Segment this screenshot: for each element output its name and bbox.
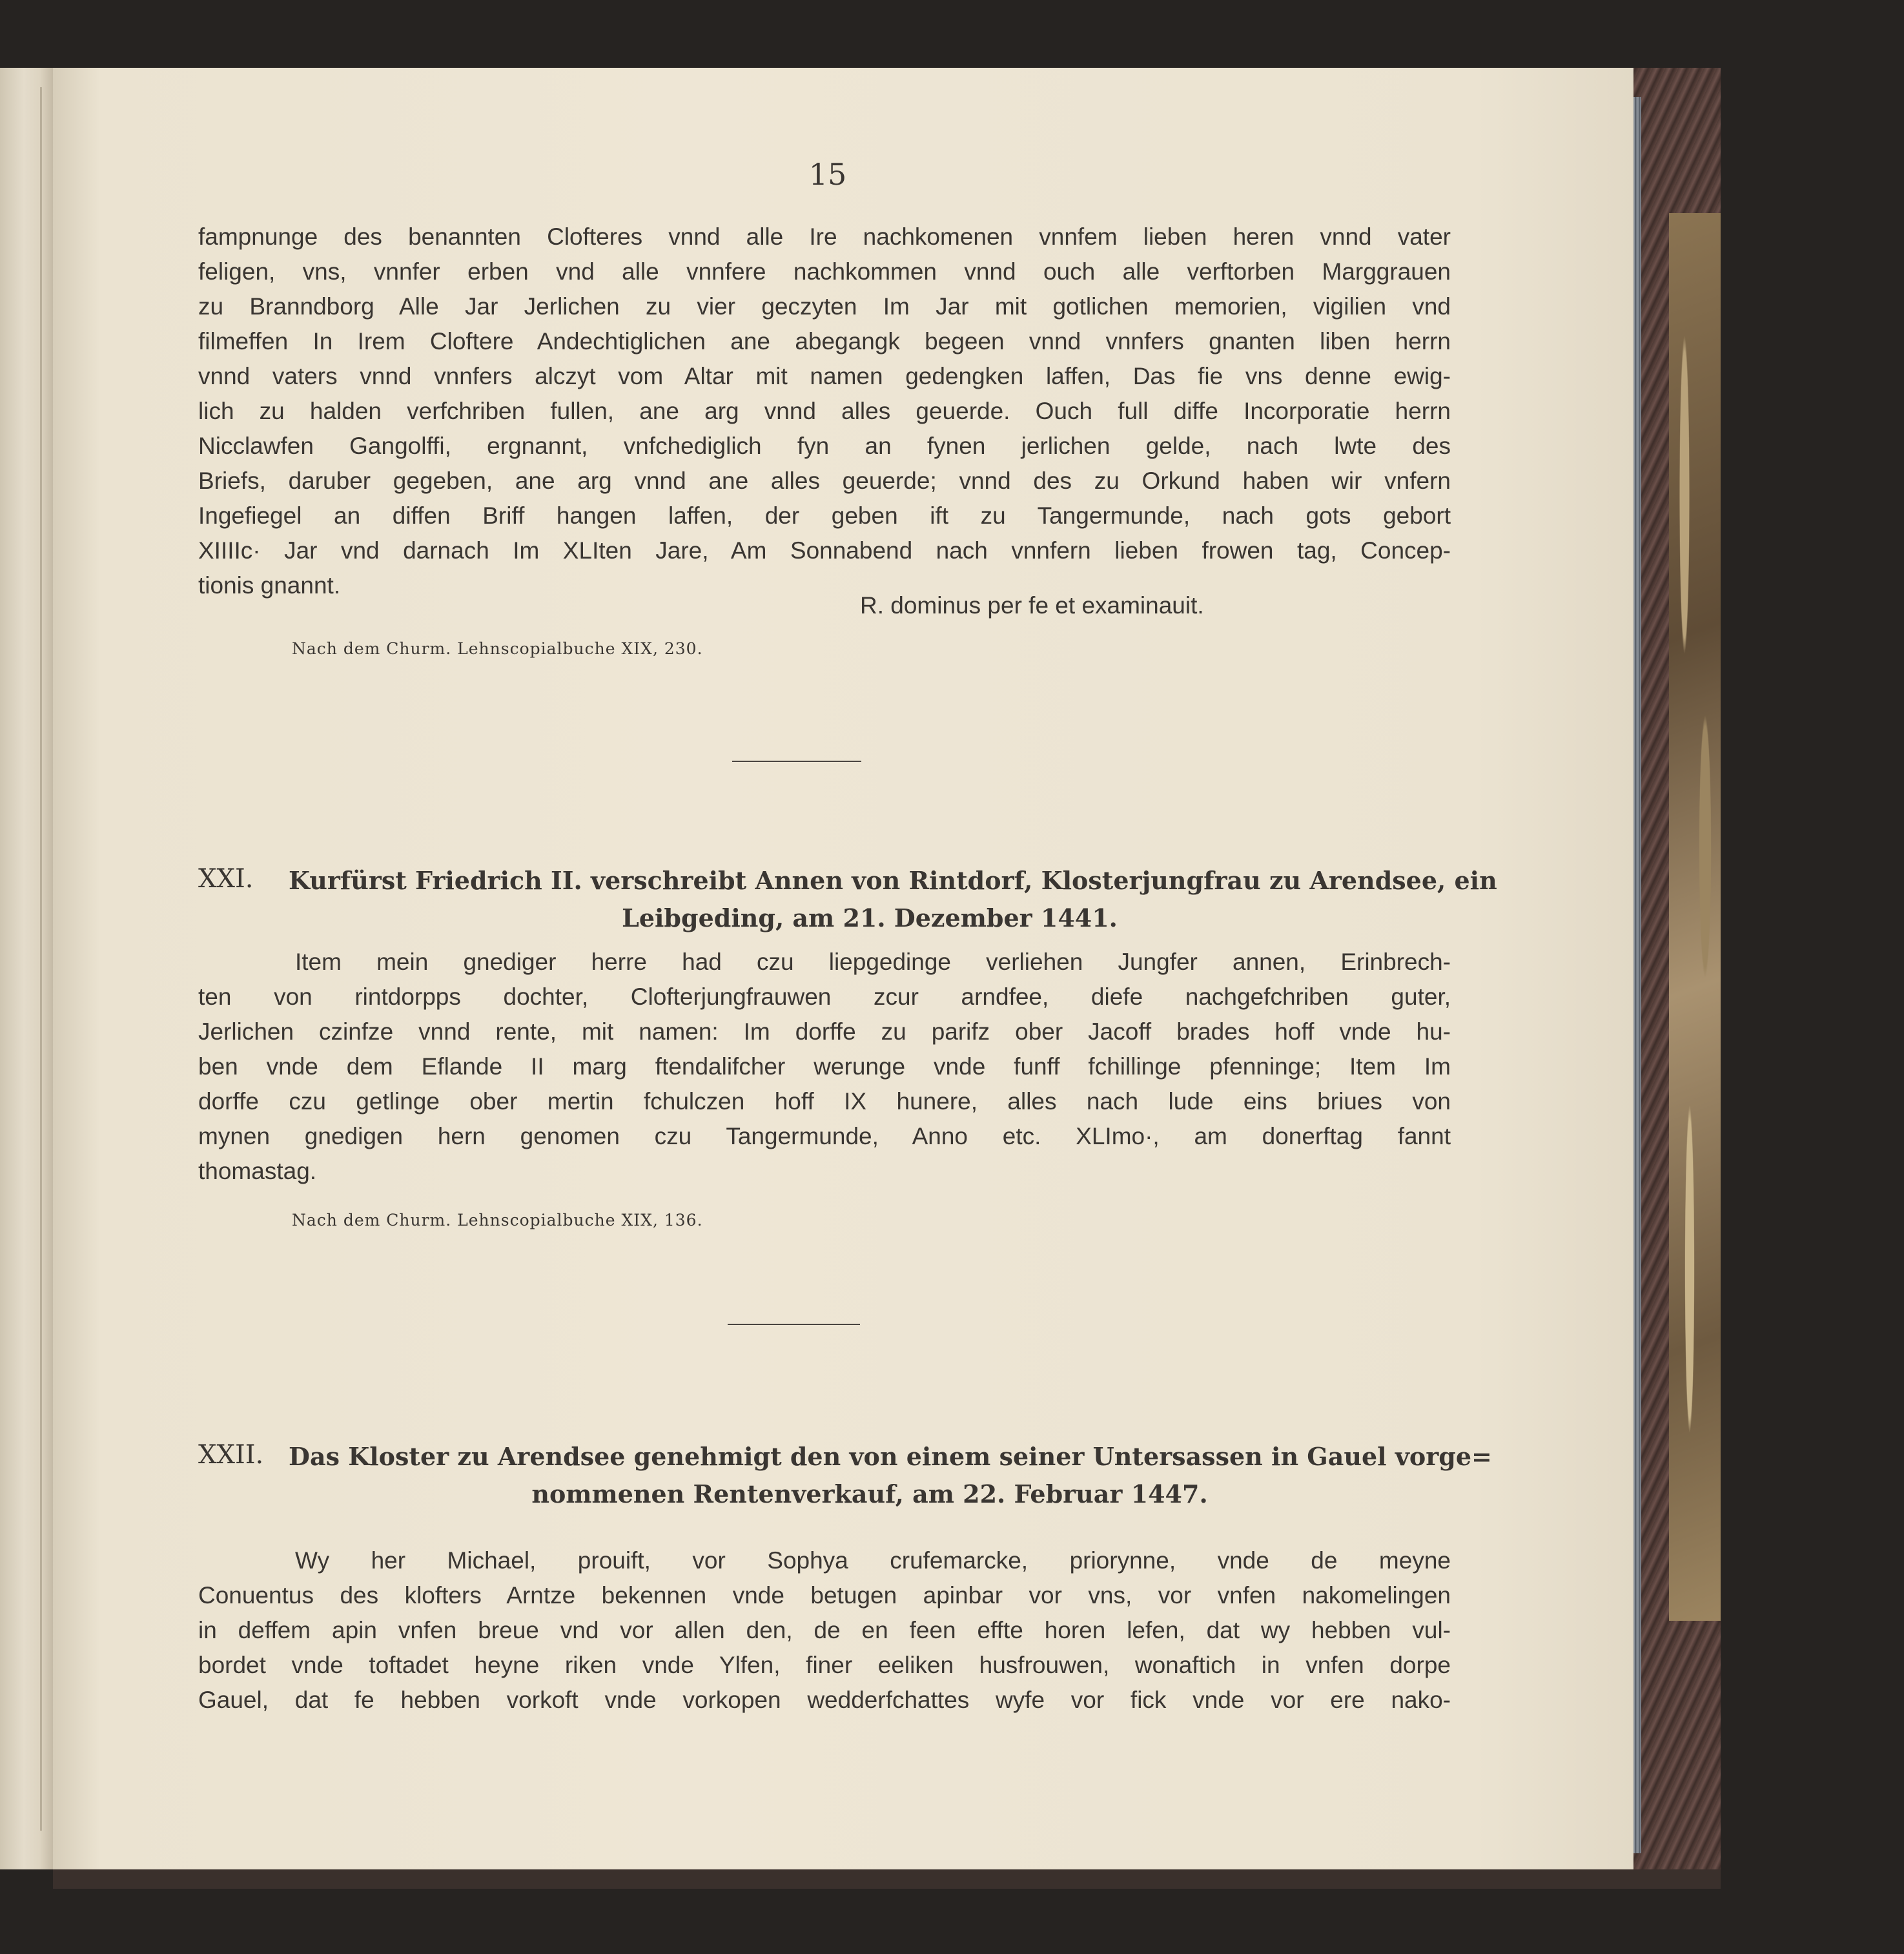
book-cover-bottom	[53, 1869, 1721, 1889]
text-line: zu Branndborg Alle Jar Jerlichen zu vier geczyten Im Jar mit gotlichen memorien, vigilien vnd	[198, 293, 1451, 320]
text-line: in deffem apin vnfen breue vnd vor allen den, de en feen effte horen lefen, dat wy hebben vul-	[198, 1617, 1451, 1643]
marbled-endpaper	[1669, 213, 1721, 1621]
document-text	[198, 945, 1451, 1189]
document-number: XXI.	[198, 864, 254, 894]
section-divider	[728, 1324, 860, 1325]
text-line: vnnd vaters vnnd vnnfers alczyt vom Altar mit namen gedengken laffen, Das fie vns denne ewig-	[198, 363, 1451, 389]
text-line: Jerlichen czinfze vnnd rente, mit namen: Im dorffe zu parifz ober Jacoff brades hoff vnde hu-	[198, 1018, 1451, 1045]
heading-line: Leibgeding, am 21. Dezember 1441.	[622, 903, 1118, 932]
previous-page-edge	[0, 68, 53, 1869]
document-heading	[289, 1438, 1492, 1513]
text-line: thomastag.	[198, 1158, 317, 1184]
heading-line: nommenen Rentenverkauf, am 22. Februar 1447.	[531, 1479, 1208, 1508]
document-heading	[289, 862, 1497, 937]
source-note: Nach dem Churm. Lehnscopialbuche XIX, 136.	[292, 1211, 703, 1229]
text-line: Conuentus des klofters Arntze bekennen vnde betugen apinbar vor vns, vor vnfen nakomelingen	[198, 1582, 1451, 1609]
text-line: Wy her Michael, prouift, vor Sophya crufemarcke, priorynne, vnde de meyne	[295, 1547, 1451, 1574]
text-line: fampnunge des benannten Clofteres vnnd alle Ire nachkomenen vnnfem lieben heren vnnd vater	[198, 223, 1451, 250]
source-note: Nach dem Churm. Lehnscopialbuche XIX, 230.	[292, 639, 703, 658]
text-line: feligen, vns, vnnfer erben vnd alle vnnfere nachkommen vnnd ouch alle verftorben Marggrauen	[198, 258, 1451, 285]
text-line: Nicclawfen Gangolffi, ergnannt, vnfchediglich fyn an fynen jerlichen gelde, nach lwte des	[198, 433, 1451, 459]
text-line: XIIIIc· Jar vnd darnach Im XLIten Jare, Am Sonnabend nach vnnfern lieben frowen tag, Concep-	[198, 537, 1451, 564]
continuation-text	[198, 220, 1451, 603]
signature-line: R. dominus per fe et examinauit.	[860, 592, 1204, 619]
document-number: XXII.	[198, 1440, 264, 1470]
text-line: filmeffen In Irem Cloftere Andechtiglichen ane abegangk begeen vnnd vnnfers gnanten liben herrn	[198, 328, 1451, 355]
heading-line: Kurfürst Friedrich II. verschreibt Annen von Rintdorf, Klosterjungfrau zu Arendsee, ein	[289, 866, 1497, 895]
text-line: bordet vnde toftadet heyne riken vnde Ylfen, finer eeliken husfrouwen, wonaftich in vnfen dorpe	[198, 1652, 1451, 1678]
book-page	[53, 68, 1633, 1869]
text-line: ben vnde dem Eflande II marg ftendalifcher werunge vnde funff fchillinge pfenninge; Item Im	[198, 1053, 1451, 1080]
text-line: Gauel, dat fe hebben vorkoft vnde vorkopen wedderfchattes wyfe vor fick vnde vor ere nako-	[198, 1687, 1451, 1713]
text-line: Ingefiegel an diffen Briff hangen laffen, der geben ift zu Tangermunde, nach gots gebort	[198, 502, 1451, 529]
text-line: mynen gnedigen hern genomen czu Tangermunde, Anno etc. XLImo·, am donerftag fannt	[198, 1123, 1451, 1149]
text-line: tionis gnannt.	[198, 572, 341, 599]
section-divider	[732, 761, 861, 762]
text-line: dorffe czu getlinge ober mertin fchulczen hoff IX hunere, alles nach lude eins briues von	[198, 1088, 1451, 1115]
heading-line: Das Kloster zu Arendsee genehmigt den von einem seiner Untersassen in Gauel vorge=	[289, 1442, 1492, 1471]
text-line: lich zu halden verfchriben fullen, ane arg vnnd alles geuerde. Ouch full diffe Incorporatie herrn	[198, 398, 1451, 424]
text-line: Briefs, daruber gegeben, ane arg vnnd ane alles geuerde; vnnd des zu Orkund haben wir vnfern	[198, 468, 1451, 494]
text-line: ten von rintdorpps dochter, Clofterjungfrauwen zcur arndfee, diefe nachgefchriben guter,	[198, 983, 1451, 1010]
text-line: Item mein gnediger herre had czu liepgedinge verliehen Jungfer annen, Erinbrech-	[295, 949, 1451, 975]
document-text	[198, 1543, 1451, 1718]
page-number: 15	[808, 157, 847, 192]
